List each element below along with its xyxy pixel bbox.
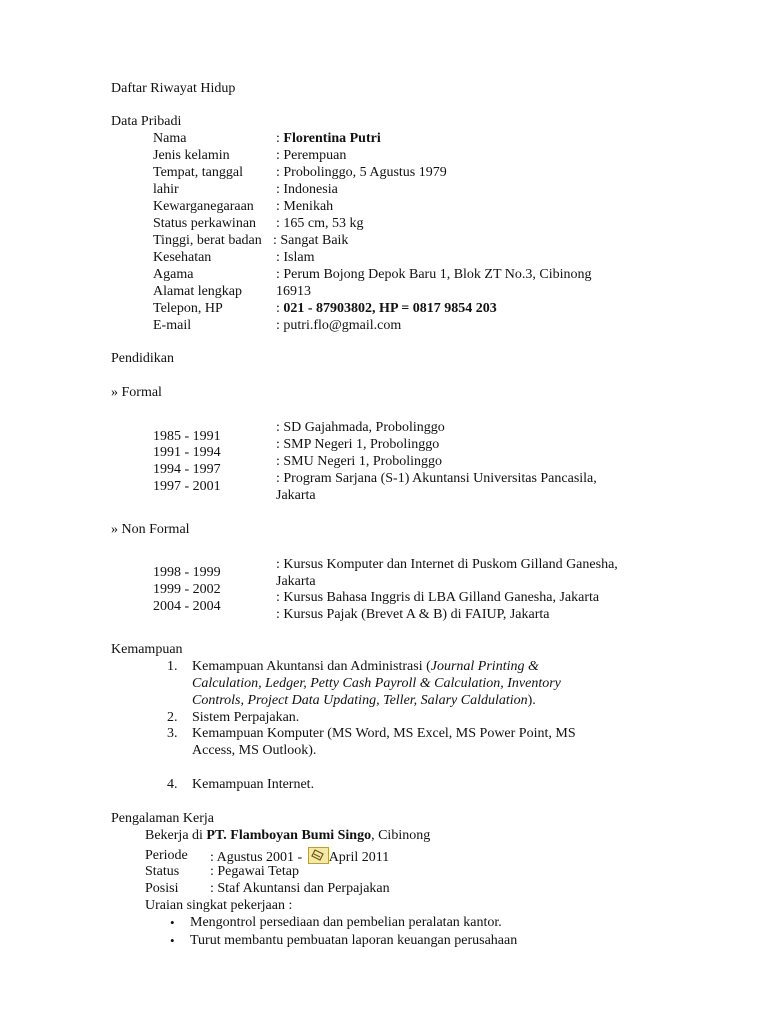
label-phone: Telepon, HP (153, 301, 223, 316)
label-email: E-mail (153, 318, 192, 333)
label-position: Posisi (145, 881, 179, 896)
skill-item-1: Kemampuan Akuntansi dan Administrasi (Journal Printing & (192, 659, 539, 674)
formal-year-3: 1994 - 1997 (153, 462, 221, 477)
bullet-icon: • (170, 933, 175, 948)
formal-year-4: 1997 - 2001 (153, 479, 221, 494)
personal-heading: Data Pribadi (111, 114, 182, 129)
value-health: : Sangat Baik (273, 233, 349, 248)
nonformal-year-2: 1999 - 2002 (153, 582, 221, 597)
value-gender: : Perempuan (276, 148, 347, 163)
nonformal-course-2: : Kursus Bahasa Inggris di LBA Gilland Ganesha, Jakarta (276, 590, 600, 605)
value-postcode: 16913 (276, 284, 311, 299)
label-health: Kesehatan (153, 250, 212, 265)
nonformal-heading: » Non Formal (111, 522, 190, 537)
label-birthplace: Tempat, tanggal (153, 165, 243, 180)
employer-line: Bekerja di PT. Flamboyan Bumi Singo, Cibinong (145, 828, 431, 843)
value-address: : Perum Bojong Depok Baru 1, Blok ZT No.3, Cibinong (276, 267, 592, 282)
formal-year-1: 1985 - 1991 (153, 429, 221, 444)
formal-school-3: : SMU Negeri 1, Probolinggo (276, 454, 443, 469)
label-gender: Jenis kelamin (153, 148, 230, 163)
label-height-weight: Tinggi, berat badan (153, 233, 262, 248)
document-title: Daftar Riwayat Hidup (111, 81, 236, 96)
value-position: : Staf Akuntansi dan Perpajakan (210, 881, 390, 896)
label-address: Alamat lengkap (153, 284, 243, 299)
label-birthdate: lahir (153, 182, 179, 197)
label-marital: Status perkawinan (153, 216, 257, 231)
nonformal-course-1-city: Jakarta (276, 574, 316, 589)
name-bold: Florentina Putri (283, 131, 381, 146)
skill-item-3: Kemampuan Komputer (MS Word, MS Excel, MS Power Point, MS (192, 726, 576, 741)
label-status: Status (145, 864, 180, 879)
job-description-heading: Uraian singkat pekerjaan : (145, 898, 293, 913)
value-nama: : Florentina Putri (276, 131, 381, 146)
value-religion: : Islam (276, 250, 315, 265)
nonformal-course-1: : Kursus Komputer dan Internet di Puskom Gilland Ganesha, (276, 557, 618, 572)
value-nationality: : Indonesia (276, 182, 338, 197)
skill-item-1-line-2: Calculation, Ledger, Petty Cash Payroll & Calculation, Inventory (192, 676, 561, 691)
bullet-icon: • (170, 915, 175, 930)
value-phone: : 021 - 87903802, HP = 0817 9854 203 (276, 301, 497, 316)
skill-number-3: 3. (167, 726, 178, 741)
value-height-weight: : 165 cm, 53 kg (276, 216, 364, 231)
label-period: Periode (145, 848, 188, 863)
label-nama: Nama (153, 131, 187, 146)
company-name: PT. Flamboyan Bumi Singo (206, 828, 372, 843)
formal-school-2: : SMP Negeri 1, Probolinggo (276, 437, 440, 452)
formal-heading: » Formal (111, 385, 162, 400)
formal-school-4-city: Jakarta (276, 488, 316, 503)
skill-item-2: Sistem Perpajakan. (192, 710, 300, 725)
skills-heading: Kemampuan (111, 642, 183, 657)
task-item-2: Turut membantu pembuatan laporan keuangan perusahaan (190, 933, 518, 948)
value-marital: : Menikah (276, 199, 334, 214)
label-nationality: Kewarganegaraan (153, 199, 254, 214)
comment-anchor-icon[interactable] (308, 847, 329, 864)
formal-school-1: : SD Gajahmada, Probolinggo (276, 420, 445, 435)
nonformal-course-3: : Kursus Pajak (Brevet A & B) di FAIUP, Jakarta (276, 607, 550, 622)
label-religion: Agama (153, 267, 194, 282)
value-period: : Agustus 2001 - April 2011 (210, 847, 389, 866)
skill-number-2: 2. (167, 710, 178, 725)
skill-item-4: Kemampuan Internet. (192, 777, 315, 792)
formal-year-2: 1991 - 1994 (153, 445, 221, 460)
skill-item-3-line-2: Access, MS Outlook). (192, 743, 317, 758)
phone-bold: 021 - 87903802, HP = 0817 9854 203 (283, 301, 497, 316)
nonformal-year-1: 1998 - 1999 (153, 565, 221, 580)
nonformal-year-3: 2004 - 2004 (153, 599, 221, 614)
value-status: : Pegawai Tetap (210, 864, 299, 879)
experience-heading: Pengalaman Kerja (111, 811, 215, 826)
value-email: : putri.flo@gmail.com (276, 318, 402, 333)
skill-number-1: 1. (167, 659, 178, 674)
formal-school-4: : Program Sarjana (S-1) Akuntansi Universitas Pancasila, (276, 471, 597, 486)
task-item-1: Mengontrol persediaan dan pembelian peralatan kantor. (190, 915, 502, 930)
skill-number-4: 4. (167, 777, 178, 792)
education-heading: Pendidikan (111, 351, 174, 366)
value-birth: : Probolinggo, 5 Agustus 1979 (276, 165, 447, 180)
skill-item-1-line-3: Controls, Project Data Updating, Teller, Salary Caldulation). (192, 693, 536, 708)
